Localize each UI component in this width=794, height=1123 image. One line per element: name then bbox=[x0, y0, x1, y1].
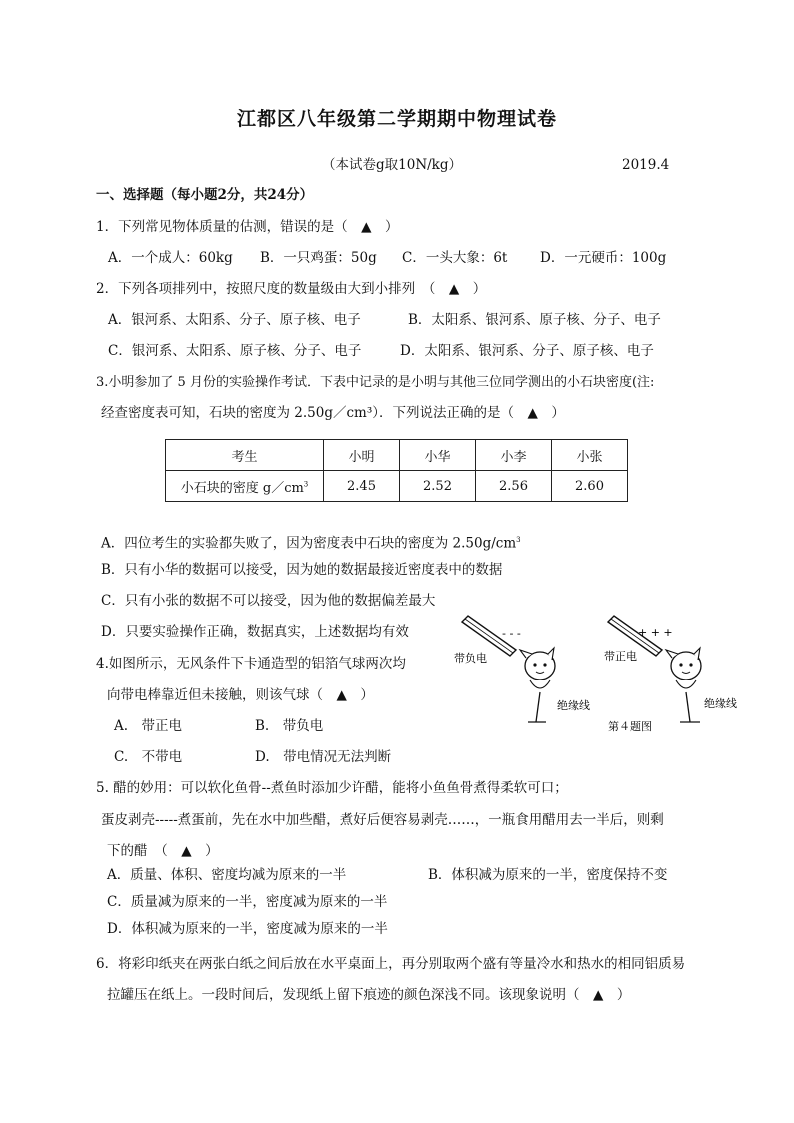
q2-stem: 2．下列各项排列中，按照尺度的数量级由大到小排列 （ ▲ ） bbox=[96, 281, 487, 297]
q5-option-b: B．体积减为原来的一半，密度保持不变 bbox=[428, 867, 668, 883]
exam-date: 2019.4 bbox=[622, 157, 670, 173]
negative-charge-marks: - - - bbox=[502, 627, 521, 640]
table-header: 小明 bbox=[324, 440, 400, 471]
positive-label: 带正电 bbox=[604, 650, 637, 663]
table-row bbox=[166, 471, 628, 502]
q4-option-d: D. 带电情况无法判断 bbox=[255, 749, 392, 765]
q1-option-a: A．一个成人：60kg bbox=[108, 250, 233, 266]
q5-stem-line1: 5. 醋的妙用：可以软化鱼骨--煮鱼时添加少许醋，能将小鱼鱼骨煮得柔软可口； bbox=[96, 780, 568, 796]
q1-option-b: B．一只鸡蛋：50g bbox=[260, 250, 377, 266]
q5-stem-line2: 蛋皮剥壳-----煮蛋前，先在水中加些醋，煮好后便容易剥壳……，一瓶食用醋用去一半后，则剩 bbox=[101, 812, 664, 828]
q2-option-c: C．银河系、太阳系、原子核、分子、电子 bbox=[108, 343, 362, 359]
q4-figure bbox=[450, 610, 750, 740]
page-title: 江都区八年级第二学期期中物理试卷 bbox=[236, 108, 557, 130]
q6-stem-line1: 6．将彩印纸夹在两张白纸之间后放在水平桌面上，再分别取两个盛有等量冷水和热水的相同铝质易 bbox=[96, 956, 686, 972]
q4-stem-line2: 向带电棒靠近但未接触，则该气球（ ▲ ） bbox=[107, 687, 374, 703]
q4-option-c: C. 不带电 bbox=[114, 749, 183, 765]
section-heading: 一、选择题（每小题2分，共24分） bbox=[96, 187, 314, 203]
insulator-label-left: 绝缘线 bbox=[557, 699, 590, 712]
positive-charge-marks: + + + bbox=[638, 626, 673, 639]
table-cell: 2.60 bbox=[552, 471, 628, 502]
q4-option-a: A. 带正电 bbox=[114, 718, 183, 734]
q1-option-c: C．一头大象：6t bbox=[402, 250, 508, 266]
table-cell: 2.45 bbox=[324, 471, 400, 502]
q3-stem-line1: 3.小明参加了 5 月份的实验操作考试．下表中记录的是小明与其他三位同学测出的小石块密度(注: bbox=[96, 375, 655, 390]
q2-option-d: D．太阳系、银河系、分子、原子核、电子 bbox=[400, 343, 654, 359]
q5-option-c: C．质量减为原来的一半，密度减为原来的一半 bbox=[107, 894, 388, 910]
q3-option-b: B．只有小华的数据可以接受，因为她的数据最接近密度表中的数据 bbox=[101, 562, 503, 578]
q2-option-b: B．太阳系、银河系、原子核、分子、电子 bbox=[408, 312, 661, 328]
q4-option-b: B. 带负电 bbox=[255, 718, 324, 734]
q2-option-a: A．银河系、太阳系、分子、原子核、电子 bbox=[108, 312, 361, 328]
q5-stem-line3: 下的醋 （ ▲ ） bbox=[107, 843, 219, 859]
q3-stem-line2: 经查密度表可知，石块的密度为 2.50g／cm³）．下列说法正确的是（ ▲ ） bbox=[101, 405, 565, 421]
q3-option-d: D．只要实验操作正确，数据真实，上述数据均有效 bbox=[101, 624, 409, 640]
left-balloon bbox=[520, 648, 555, 722]
table-header: 考生 bbox=[166, 440, 324, 471]
negative-label: 带负电 bbox=[454, 652, 487, 665]
table-cell: 2.56 bbox=[476, 471, 552, 502]
table-header: 小李 bbox=[476, 440, 552, 471]
q3-option-a: A．四位考生的实验都失败了，因为密度表中石块的密度为 $2.50g/cm^3$ bbox=[101, 535, 521, 552]
table-header-row bbox=[166, 440, 628, 471]
q6-stem-line2: 拉罐压在纸上。一段时间后，发现纸上留下痕迹的颜色深浅不同。该现象说明（ ▲ ） bbox=[107, 987, 631, 1003]
q4-stem-line1: 4.如图所示，无风条件下卡通造型的铝箔气球两次均 bbox=[96, 656, 406, 672]
density-table bbox=[165, 439, 628, 502]
table-header: 小张 bbox=[552, 440, 628, 471]
q5-option-d: D．体积减为原来的一半，密度减为原来的一半 bbox=[107, 921, 388, 937]
insulator-label-right: 绝缘线 bbox=[704, 697, 737, 710]
q1-option-d: D．一元硬币：100g bbox=[540, 250, 667, 266]
exam-note: （本试卷g取10N/kg） bbox=[322, 157, 463, 173]
q3-option-c: C．只有小张的数据不可以接受，因为他的数据偏差最大 bbox=[101, 593, 436, 609]
q5-option-a: A．质量、体积、密度均减为原来的一半 bbox=[107, 867, 347, 883]
table-cell: 2.52 bbox=[400, 471, 476, 502]
table-row-label: 小石块的密度 $g/cm^3$ bbox=[166, 471, 324, 502]
right-balloon bbox=[666, 648, 701, 722]
figure-caption: 第４题图 bbox=[608, 720, 652, 733]
table-header: 小华 bbox=[400, 440, 476, 471]
q1-stem: 1．下列常见物体质量的估测，错误的是（ ▲ ） bbox=[96, 219, 399, 235]
negative-rod bbox=[462, 616, 521, 656]
